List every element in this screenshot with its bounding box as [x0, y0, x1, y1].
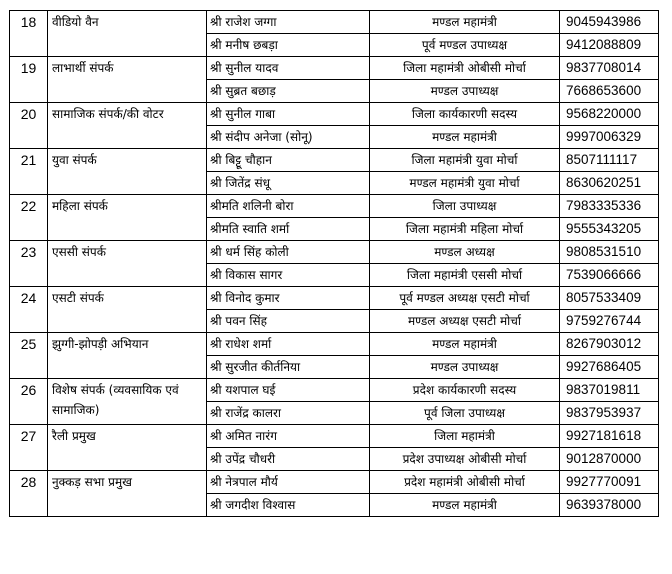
role-cell: जिला महामंत्री [370, 425, 560, 448]
phone-number-cell: 9837708014 [560, 57, 659, 80]
phone-number-cell: 9808531510 [560, 241, 659, 264]
assignments-table-body [10, 11, 659, 517]
person-name-cell: श्री उपेंद्र चौधरी [207, 448, 370, 471]
role-cell: मण्डल महामंत्री [370, 333, 560, 356]
phone-number-cell: 7668653600 [560, 80, 659, 103]
person-name-cell: श्री जगदीश विश्वास [207, 494, 370, 517]
category-cell: एसटी संपर्क [48, 287, 207, 333]
role-cell: प्रदेश कार्यकारणी सदस्य [370, 379, 560, 402]
phone-number-cell: 8507111117 [560, 149, 659, 172]
table-row [10, 149, 659, 172]
category-cell: लाभार्थी संपर्क [48, 57, 207, 103]
serial-number-cell: 19 [10, 57, 48, 103]
role-cell: मण्डल अध्यक्ष एसटी मोर्चा [370, 310, 560, 333]
table-row [10, 195, 659, 218]
person-name-cell: श्री यशपाल घई [207, 379, 370, 402]
person-name-cell: श्री सुनील गाबा [207, 103, 370, 126]
category-cell: रैली प्रमुख [48, 425, 207, 471]
category-cell: नुक्कड़ सभा प्रमुख [48, 471, 207, 517]
role-cell: मण्डल महामंत्री युवा मोर्चा [370, 172, 560, 195]
role-cell: मण्डल उपाध्यक्ष [370, 356, 560, 379]
phone-number-cell: 9837019811 [560, 379, 659, 402]
assignments-table [9, 10, 659, 517]
serial-number-cell: 18 [10, 11, 48, 57]
phone-number-cell: 8630620251 [560, 172, 659, 195]
phone-number-cell: 7539066666 [560, 264, 659, 287]
phone-number-cell: 8267903012 [560, 333, 659, 356]
phone-number-cell: 9759276744 [560, 310, 659, 333]
role-cell: जिला महामंत्री एससी मोर्चा [370, 264, 560, 287]
category-cell: महिला संपर्क [48, 195, 207, 241]
table-row [10, 379, 659, 402]
person-name-cell: श्री सुरजीत कीर्तनिया [207, 356, 370, 379]
phone-number-cell: 9927181618 [560, 425, 659, 448]
table-row [10, 11, 659, 34]
role-cell: जिला उपाध्यक्ष [370, 195, 560, 218]
phone-number-cell: 9568220000 [560, 103, 659, 126]
person-name-cell: श्री राधेश शर्मा [207, 333, 370, 356]
table-row [10, 57, 659, 80]
person-name-cell: श्री राजेंद्र कालरा [207, 402, 370, 425]
serial-number-cell: 21 [10, 149, 48, 195]
person-name-cell: श्री सुनील यादव [207, 57, 370, 80]
role-cell: जिला महामंत्री युवा मोर्चा [370, 149, 560, 172]
category-cell: झुग्गी-झोपड़ी अभियान [48, 333, 207, 379]
role-cell: मण्डल महामंत्री [370, 11, 560, 34]
category-cell: युवा संपर्क [48, 149, 207, 195]
phone-number-cell: 9927770091 [560, 471, 659, 494]
serial-number-cell: 28 [10, 471, 48, 517]
role-cell: मण्डल अध्यक्ष [370, 241, 560, 264]
role-cell: मण्डल महामंत्री [370, 126, 560, 149]
role-cell: पूर्व मण्डल उपाध्यक्ष [370, 34, 560, 57]
person-name-cell: श्री विकास सागर [207, 264, 370, 287]
person-name-cell: श्री पवन सिंह [207, 310, 370, 333]
role-cell: मण्डल उपाध्यक्ष [370, 80, 560, 103]
phone-number-cell: 9045943986 [560, 11, 659, 34]
phone-number-cell: 9927686405 [560, 356, 659, 379]
person-name-cell: श्री राजेश जग्गा [207, 11, 370, 34]
phone-number-cell: 9997006329 [560, 126, 659, 149]
category-cell: वीडियो वैन [48, 11, 207, 57]
serial-number-cell: 26 [10, 379, 48, 425]
category-cell: सामाजिक संपर्क/की वोटर [48, 103, 207, 149]
category-cell: एससी संपर्क [48, 241, 207, 287]
role-cell: मण्डल महामंत्री [370, 494, 560, 517]
person-name-cell: श्रीमति शलिनी बोरा [207, 195, 370, 218]
role-cell: जिला कार्यकारणी सदस्य [370, 103, 560, 126]
category-cell: विशेष संपर्क (व्यवसायिक एवं सामाजिक) [48, 379, 207, 425]
phone-number-cell: 9639378000 [560, 494, 659, 517]
person-name-cell: श्री बिट्टू चौहान [207, 149, 370, 172]
phone-number-cell: 9837953937 [560, 402, 659, 425]
phone-number-cell: 7983335336 [560, 195, 659, 218]
person-name-cell: श्री अमित नारंग [207, 425, 370, 448]
role-cell: जिला महामंत्री ओबीसी मोर्चा [370, 57, 560, 80]
serial-number-cell: 20 [10, 103, 48, 149]
role-cell: जिला महामंत्री महिला मोर्चा [370, 218, 560, 241]
person-name-cell: श्री जितेंद्र संधू [207, 172, 370, 195]
serial-number-cell: 23 [10, 241, 48, 287]
serial-number-cell: 22 [10, 195, 48, 241]
role-cell: प्रदेश उपाध्यक्ष ओबीसी मोर्चा [370, 448, 560, 471]
table-row [10, 333, 659, 356]
person-name-cell: श्री संदीप अनेजा (सोनू) [207, 126, 370, 149]
person-name-cell: श्री मनीष छबड़ा [207, 34, 370, 57]
person-name-cell: श्री नेत्रपाल मौर्य [207, 471, 370, 494]
person-name-cell: श्री विनोद कुमार [207, 287, 370, 310]
table-row [10, 241, 659, 264]
person-name-cell: श्री सुब्रत बछाड़ [207, 80, 370, 103]
role-cell: पूर्व मण्डल अध्यक्ष एसटी मोर्चा [370, 287, 560, 310]
person-name-cell: श्रीमति स्वाति शर्मा [207, 218, 370, 241]
table-row [10, 287, 659, 310]
assignments-sheet [9, 10, 659, 517]
serial-number-cell: 27 [10, 425, 48, 471]
phone-number-cell: 9012870000 [560, 448, 659, 471]
role-cell: प्रदेश महामंत्री ओबीसी मोर्चा [370, 471, 560, 494]
person-name-cell: श्री धर्म सिंह कोली [207, 241, 370, 264]
serial-number-cell: 25 [10, 333, 48, 379]
table-row [10, 471, 659, 494]
role-cell: पूर्व जिला उपाध्यक्ष [370, 402, 560, 425]
phone-number-cell: 8057533409 [560, 287, 659, 310]
phone-number-cell: 9555343205 [560, 218, 659, 241]
phone-number-cell: 9412088809 [560, 34, 659, 57]
table-row [10, 425, 659, 448]
serial-number-cell: 24 [10, 287, 48, 333]
table-row [10, 103, 659, 126]
